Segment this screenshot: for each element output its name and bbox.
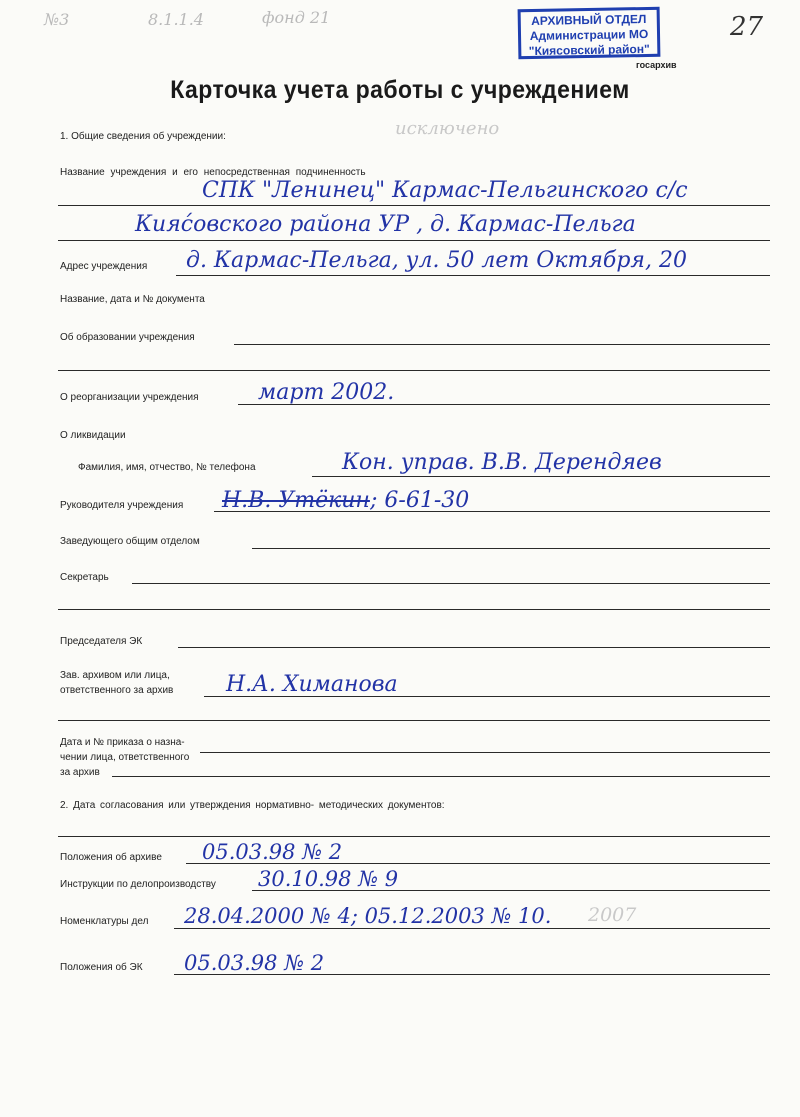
- faint-mark: исключено: [395, 118, 500, 139]
- instr-label: Инструкции по делопроизводству: [60, 879, 216, 890]
- archive-head-line-1: [204, 696, 770, 697]
- head-value-phone: ; 6-61-30: [370, 488, 470, 513]
- reorg-value: март 2002.: [258, 380, 395, 405]
- nomen-value: 28.04.2000 № 4; 05.12.2003 № 10.: [184, 904, 552, 928]
- archive-head-value: Н.А. Химанова: [226, 672, 398, 697]
- order-line-2: [112, 776, 770, 777]
- general-dept-line: [252, 548, 770, 549]
- fond-note: фонд 21: [262, 8, 331, 27]
- archive-reg-label: Положения об архиве: [60, 852, 162, 863]
- stamp-line-3: "Киясовский район": [528, 41, 650, 59]
- instr-line: [252, 890, 770, 891]
- nomen-label: Номенклатуры дел: [60, 916, 149, 927]
- archive-head-line-2: [58, 720, 770, 721]
- formation-line-2: [58, 370, 770, 371]
- secretary-line-1: [132, 583, 770, 584]
- nomen-line: [174, 928, 770, 929]
- head-value-struck: Н.В. Утёкин: [222, 488, 370, 513]
- liquidation-label: О ликвидации: [60, 430, 126, 441]
- name-value-line-2: Кияс́овского района УР , д. Кармас-Пельга: [135, 212, 636, 237]
- fio-label: Фамилия, имя, отчество, № телефона: [78, 462, 256, 473]
- stamp-line-2: Администрации МО: [529, 26, 649, 44]
- secretary-label: Секретарь: [60, 572, 109, 583]
- nomen-ghost-value: 2007: [588, 904, 637, 926]
- archive-head-label: Зав. архивом или лица, ответственного за архив: [60, 670, 174, 696]
- order-line-1: [200, 752, 770, 753]
- delo-number-note: №3: [44, 10, 70, 29]
- section-2-line: [58, 836, 770, 837]
- reorg-line: [238, 404, 770, 405]
- document-label: Название, дата и № документа: [60, 294, 205, 305]
- reorg-label: О реорганизации учреждения: [60, 392, 199, 403]
- address-value: д. Кармас-Пельга, ул. 50 лет Октября, 20: [186, 248, 687, 273]
- head-label: Руководителя учреждения: [60, 500, 184, 511]
- ek-chair-line: [178, 647, 770, 648]
- address-line: [176, 275, 770, 276]
- formation-label: Об образовании учреждения: [60, 332, 195, 343]
- name-line-2: [58, 240, 770, 241]
- stamp-line-1: АРХИВНЫЙ ОТДЕЛ: [531, 11, 647, 29]
- general-dept-label: Заведующего общим отделом: [60, 536, 200, 547]
- head-line: [214, 511, 770, 512]
- order-label: Дата и № приказа о назна- чении лица, ответственного за архив: [60, 737, 190, 778]
- archive-reg-line: [186, 863, 770, 864]
- archive-reg-value: 05.03.98 № 2: [202, 840, 343, 864]
- ek-reg-value: 05.03.98 № 2: [184, 951, 325, 975]
- section-2-heading: 2. Дата согласования или утверждения нормативно- методических документов:: [60, 800, 445, 811]
- ek-reg-line: [174, 974, 770, 975]
- address-label: Адрес учреждения: [60, 261, 148, 272]
- stamp-subtitle: госархив: [636, 60, 677, 70]
- fio-line: [312, 476, 770, 477]
- archive-stamp: [518, 7, 661, 59]
- secretary-line-2: [58, 609, 770, 610]
- fio-value: Кон. управ. В.В. Дерендяев: [342, 450, 662, 475]
- section-1-heading: 1. Общие сведения об учреждении:: [60, 131, 226, 142]
- sheet-number: 27: [730, 12, 764, 42]
- name-line-1: [58, 205, 770, 206]
- page-title: Карточка учета работы с учреждением: [170, 76, 630, 104]
- name-value-line-1: СПК "Ленинец" Кармас-Пельгинского с/с: [202, 178, 688, 203]
- ek-chair-label: Председателя ЭК: [60, 636, 143, 647]
- ek-reg-label: Положения об ЭК: [60, 962, 143, 973]
- name-label: Название учреждения и его непосредственная подчиненность: [60, 167, 366, 178]
- index-note: 8.1.1.4: [148, 10, 204, 29]
- formation-line-1: [234, 344, 770, 345]
- instr-value: 30.10.98 № 9: [258, 867, 399, 891]
